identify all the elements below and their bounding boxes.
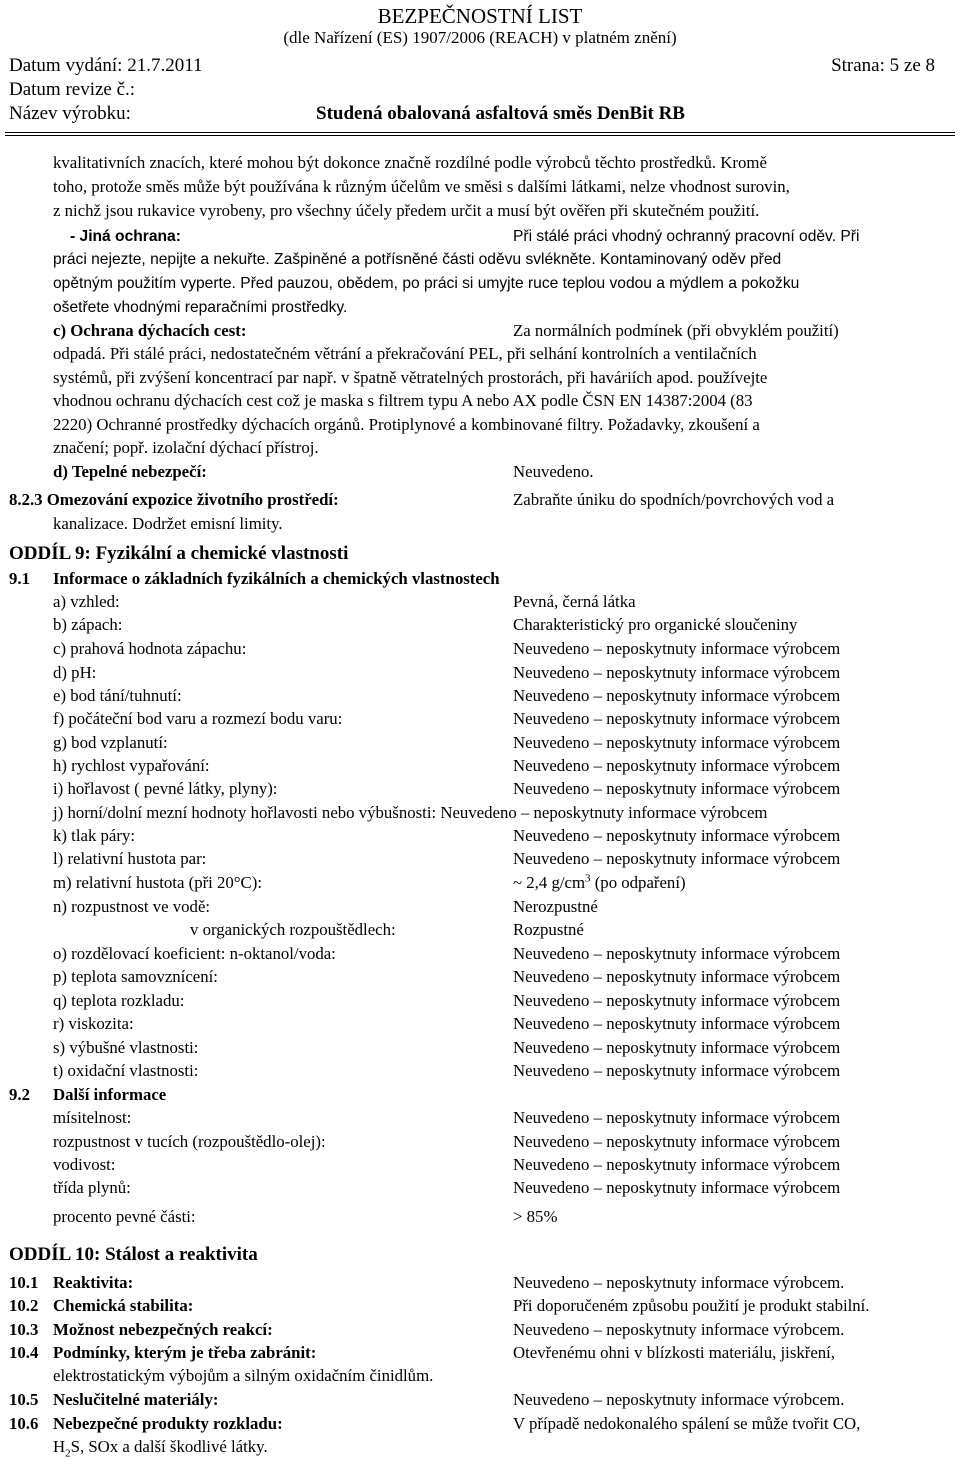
item-label: Chemická stabilita: [53, 1296, 194, 1315]
property-label: p) teplota samovznícení: [53, 967, 218, 986]
respiratory-text: odpadá. Při stálé práci, nedostatečném větrání a překračování PEL, při selhání kontrolních a ventilačních [53, 344, 757, 363]
other-protection-text: opětným použitím vyperte. Před pauzou, obědem, po práci si umyjte ruce teplou vodou a mýdlem a pokožku [53, 275, 800, 292]
property-value: Neuvedeno – neposkytnuty informace výrobcem [513, 826, 841, 845]
property-value: > 85% [513, 1207, 558, 1226]
property-label: s) výbušné vlastnosti: [53, 1038, 199, 1057]
density-value: ~ 2,4 g/cm [513, 873, 586, 892]
property-label: g) bod vzplanutí: [53, 733, 168, 752]
header-row-date [9, 54, 935, 78]
property-value: Neuvedeno – neposkytnuty informace výrobcem [513, 733, 841, 752]
property-value: Neuvedeno – neposkytnuty informace výrobcem [513, 991, 841, 1010]
property-value: Neuvedeno – neposkytnuty informace výrobcem [513, 1061, 841, 1080]
respiratory-value: Za normálních podmínek (při obvyklém použití) [513, 321, 839, 340]
property-value: Neuvedeno – neposkytnuty informace výrobcem [513, 849, 841, 868]
item-value: Otevřenému ohni v blízkosti materiálu, jiskření, [513, 1343, 836, 1362]
property-row-flammability-limits: j) horní/dolní mezní hodnoty hořlavosti nebo výbušnosti: Neuvedeno – neposkytnuty informace výrobcem [53, 803, 768, 822]
formula-rest: S, SOx a další škodlivé látky. [70, 1437, 268, 1456]
property-label: i) hořlavost ( pevné látky, plyny): [53, 779, 278, 798]
item-value: V případě nedokonalého spálení se může tvořit CO, [513, 1414, 861, 1433]
intro-line: z nichž jsou rukavice vyrobeny, pro všechny účely předem určit a musí být ověřen při skutečném použití. [53, 201, 760, 220]
property-value: Neuvedeno – neposkytnuty informace výrobcem [513, 709, 841, 728]
other-protection-text: ošetřete vhodnými reparačními prostředky. [53, 299, 348, 316]
issue-date: Datum vydání: 21.7.2011 [9, 55, 203, 76]
respiratory-text: 2220) Ochranné prostředky dýchacích orgánů. Protiplynové a kombinované filtry. Požadavky, zkoušení a [53, 415, 760, 434]
product-label: Název výrobku: [9, 103, 131, 124]
respiratory-text: vhodnou ochranu dýchacích cest což je maska s filtrem typu A nebo AX podle ČSN EN 14387:2004 (83 [53, 391, 753, 410]
property-value: Neuvedeno – neposkytnuty informace výrobcem [513, 967, 841, 986]
document-title: BEZPEČNOSTNÍ LIST [377, 4, 583, 28]
item-label: Možnost nebezpečných reakcí: [53, 1320, 273, 1339]
subsection-number: 9.2 [9, 1085, 30, 1104]
property-label: rozpustnost v tucích (rozpouštědlo-olej): [53, 1132, 326, 1151]
property-value: Neuvedeno – neposkytnuty informace výrobcem [513, 1108, 841, 1127]
item-number: 10.1 [9, 1273, 39, 1292]
property-value: Rozpustné [513, 920, 584, 939]
respiratory-text: značení; popř. izolační dýchací přístroj. [53, 438, 319, 457]
section-9-heading: ODDÍL 9: Fyzikální a chemické vlastnosti [9, 543, 349, 564]
formula-h: H [53, 1437, 66, 1456]
property-label: h) rychlost vypařování: [53, 756, 210, 775]
header-row-product [9, 102, 935, 126]
item-value: Neuvedeno – neposkytnuty informace výrobcem. [513, 1390, 845, 1409]
property-label: f) počáteční bod varu a rozmezí bodu varu: [53, 709, 343, 728]
property-label: procento pevné části: [53, 1207, 196, 1226]
property-value: Charakteristický pro organické sloučeniny [513, 615, 798, 634]
property-label: n) rozpustnost ve vodě: [53, 897, 211, 916]
env-exposure-text: kanalizace. Dodržet emisní limity. [53, 514, 283, 533]
property-label: v organických rozpouštědlech: [190, 920, 396, 939]
property-label: e) bod tání/tuhnutí: [53, 686, 182, 705]
subsection-number: 9.1 [9, 569, 30, 588]
property-value: Neuvedeno – neposkytnuty informace výrobcem [513, 639, 841, 658]
item-number: 10.6 [9, 1414, 39, 1433]
subsection-title: Další informace [53, 1085, 167, 1104]
other-protection-text: práci nejezte, nepijte a nekuřte. Zašpiněné a potřísněné části oděvu svlékněte. Kontaminovaný oděv před [53, 251, 782, 268]
item-number: 10.4 [9, 1343, 39, 1362]
item-number: 10.5 [9, 1390, 39, 1409]
property-value: Neuvedeno – neposkytnuty informace výrobcem [513, 1014, 841, 1033]
item-number: 10.2 [9, 1296, 39, 1315]
property-label: a) vzhled: [53, 592, 120, 611]
item-value: Neuvedeno – neposkytnuty informace výrobcem. [513, 1273, 845, 1292]
item-value-continuation: elektrostatickým výbojům a silným oxidačním činidlům. [53, 1366, 434, 1385]
item-label: Nebezpečné produkty rozkladu: [53, 1414, 283, 1433]
property-label: vodivost: [53, 1155, 116, 1174]
property-value: Neuvedeno – neposkytnuty informace výrobcem [513, 756, 841, 775]
property-value: Pevná, černá látka [513, 592, 636, 611]
property-label: d) pH: [53, 663, 97, 682]
property-label: k) tlak páry: [53, 826, 136, 845]
item-label: Neslučitelné materiály: [53, 1390, 219, 1409]
property-label: b) zápach: [53, 615, 123, 634]
section-10-heading: ODDÍL 10: Stálost a reaktivita [9, 1244, 258, 1265]
property-value: Nerozpustné [513, 897, 598, 916]
other-protection-value: Při stálé práci vhodný ochranný pracovní oděv. Při [513, 228, 860, 245]
thermal-label: d) Tepelné nebezpečí: [53, 462, 207, 481]
item-label: Reaktivita: [53, 1273, 134, 1292]
env-exposure-value: Zabraňte úniku do spodních/povrchových vod a [513, 490, 835, 509]
respiratory-text: systémů, při zvýšení koncentrací par např. v špatně větratelných prostorách, při haváriích apod. používejte [53, 368, 768, 387]
subsection-title: Informace o základních fyzikálních a chemických vlastnostech [53, 569, 500, 588]
property-label: r) viskozita: [53, 1014, 134, 1033]
property-value: Neuvedeno – neposkytnuty informace výrobcem [513, 686, 841, 705]
property-value: Neuvedeno – neposkytnuty informace výrobcem [513, 1155, 841, 1174]
document-subtitle: (dle Nařízení (ES) 1907/2006 (REACH) v platném znění) [283, 28, 677, 47]
density-note: (po odpaření) [590, 873, 686, 892]
item-value: Při doporučeném způsobu použití je produkt stabilní. [513, 1296, 870, 1315]
property-label: t) oxidační vlastnosti: [53, 1061, 199, 1080]
intro-line: toho, protože směs může být používána k různým účelům ve směsi s dalšími látkami, nelze vhodnost surovin, [53, 177, 790, 196]
thermal-value: Neuvedeno. [513, 462, 594, 481]
header-divider [5, 132, 955, 136]
property-value: Neuvedeno – neposkytnuty informace výrobcem [513, 1132, 841, 1151]
property-value: Neuvedeno – neposkytnuty informace výrobcem [513, 944, 841, 963]
property-value: Neuvedeno – neposkytnuty informace výrobcem [513, 779, 841, 798]
item-number: 10.3 [9, 1320, 39, 1339]
property-label: mísitelnost: [53, 1108, 132, 1127]
property-label: l) relativní hustota par: [53, 849, 207, 868]
page-number: Strana: 5 ze 8 [831, 55, 935, 76]
density-exponent: 3 [585, 872, 591, 885]
property-label: m) relativní hustota (při 20°C): [53, 873, 262, 892]
property-label: třída plynů: [53, 1178, 131, 1197]
item-label: Podmínky, kterým je třeba zabránit: [53, 1343, 317, 1362]
item-value: Neuvedeno – neposkytnuty informace výrobcem. [513, 1320, 845, 1339]
property-value: Neuvedeno – neposkytnuty informace výrobcem [513, 1038, 841, 1057]
property-label: q) teplota rozkladu: [53, 991, 185, 1010]
respiratory-label: c) Ochrana dýchacích cest: [53, 321, 247, 340]
intro-line: kvalitativních znacích, které mohou být dokonce značně rozdílné podle výrobců těchto prostředků. Kromě [53, 153, 767, 172]
property-value [513, 872, 686, 894]
revision-label: Datum revize č.: [9, 79, 136, 100]
item-value-continuation [53, 1436, 268, 1458]
product-name: Studená obalovaná asfaltová směs DenBit RB [316, 103, 685, 124]
property-value: Neuvedeno – neposkytnuty informace výrobcem [513, 663, 841, 682]
env-exposure-label: 8.2.3 Omezování expozice životního prostředí: [9, 490, 339, 509]
formula-subscript: 2 [65, 1447, 71, 1460]
property-value: Neuvedeno – neposkytnuty informace výrobcem [513, 1178, 841, 1197]
property-label: o) rozdělovací koeficient: n-oktanol/voda: [53, 944, 336, 963]
other-protection-label: - Jiná ochrana: [70, 228, 181, 245]
property-label: c) prahová hodnota zápachu: [53, 639, 247, 658]
